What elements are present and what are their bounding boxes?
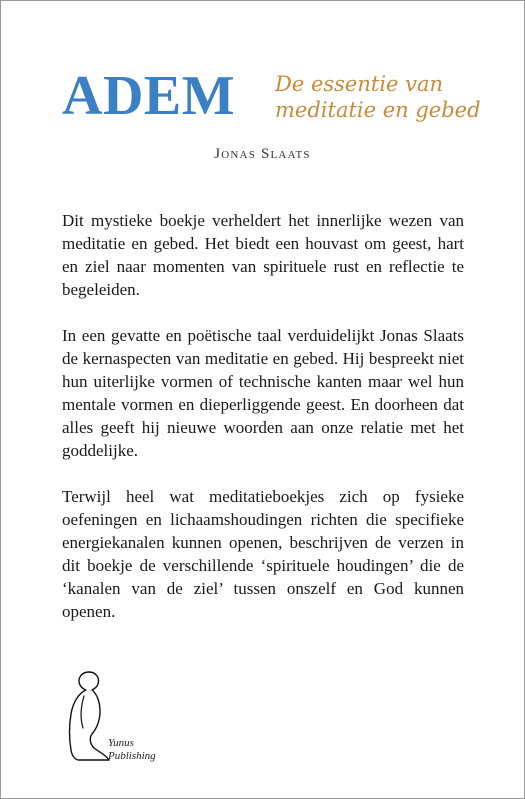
publisher-name xyxy=(108,737,156,763)
blurb-paragraph-3: Terwijl heel wat meditatieboekjes zich op fysieke oefeningen en lichaamshoudingen richten die specifieke energiekanalen kunnen openen, beschrijven de verzen in dit boekje de verschillende ‘spirituele houdingen’ die de ‘kanalen van de ziel’ tussen onszelf en God kunnen openen. xyxy=(62,487,464,621)
publisher-line-2: Publishing xyxy=(108,750,156,762)
blurb-paragraph-1: Dit mystieke boekje verheldert het innerlijke wezen van meditatie en gebed. Het biedt een houvast om geest, hart en ziel naar momenten van spirituele rust en reflectie te begeleiden. xyxy=(62,211,464,299)
blurb-paragraph-2: In een gevatte en poëtische taal verduidelijkt Jonas Slaats de kernaspecten van meditatie en gebed. Hij bespreekt niet hun uiterlijke vormen of technische kanten maar wel hun mentale vormen en dieperliggende geest. En doorheen dat alles geeft hij nieuwe woorden aan onze relatie met het goddelijke. xyxy=(62,326,464,460)
publisher-line-1: Yunus xyxy=(108,737,134,749)
author-name: Jonas Slaats xyxy=(214,146,311,162)
subtitle-line-1: De essentie van xyxy=(275,72,444,96)
book-subtitle xyxy=(275,71,505,123)
blurb xyxy=(62,209,464,646)
subtitle-line-2: meditatie en gebed xyxy=(275,98,481,122)
book-title: ADEM xyxy=(62,65,236,127)
